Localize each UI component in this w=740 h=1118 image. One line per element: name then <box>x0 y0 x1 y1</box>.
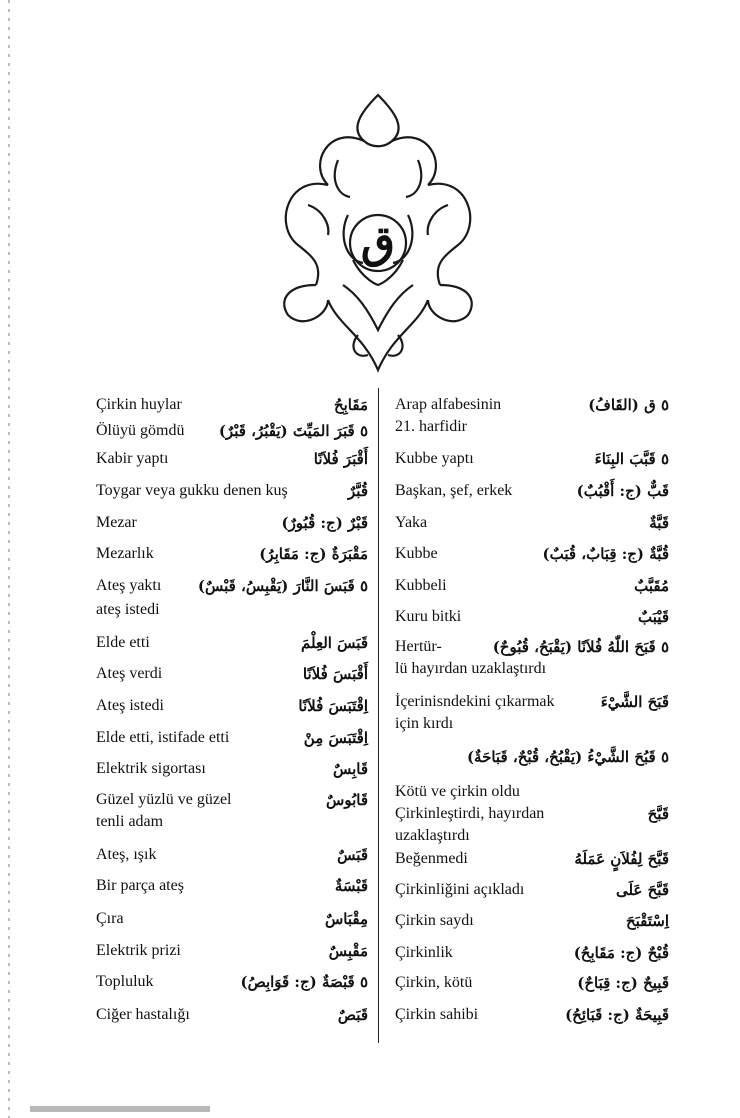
dictionary-entry <box>395 879 669 903</box>
turkish-meaning: Ölüyü gömdü <box>96 422 185 439</box>
turkish-meaning: ateş istedi <box>96 601 160 618</box>
arabic-headword: ٥ قَبَرَ المَيِّتَ (يَقْبُرُ، قَبْرٌ) <box>218 422 368 440</box>
turkish-meaning: Kuru bitki <box>395 608 462 625</box>
dictionary-entry <box>395 416 669 440</box>
arabic-headword: قَبَّحَ <box>647 805 669 823</box>
arabic-headword: مَقْبِسٌ <box>328 942 368 960</box>
dictionary-entry <box>96 940 368 964</box>
arabic-headword: اِقْتَبَسَ مِنْ <box>303 729 368 747</box>
dictionary-entry <box>395 543 669 567</box>
dictionary-entry <box>395 606 669 630</box>
turkish-meaning: Mezar <box>96 514 137 531</box>
arabic-headword: مَقَابِحُ <box>333 396 368 414</box>
turkish-meaning: Ateş, ışık <box>96 846 157 863</box>
arabic-headword: مُقَبَّبٌ <box>634 577 669 595</box>
turkish-meaning: 21. harfidir <box>395 418 467 435</box>
dictionary-entry <box>96 695 368 719</box>
turkish-meaning: Beğenmedi <box>395 850 468 867</box>
dictionary-entry <box>395 480 669 504</box>
arabic-headword: قَبْرٌ (ج: قُبُورٌ) <box>281 514 368 532</box>
page-bottom-edge <box>30 1106 210 1112</box>
arabic-headword: قَبَّحَ لِفُلاَنٍ عَمَلَهُ <box>574 850 669 868</box>
turkish-meaning: Çıra <box>96 910 124 927</box>
dictionary-entry <box>96 420 368 444</box>
arabic-headword: قَبَسٌ <box>337 846 368 864</box>
arabic-headword: قَيْبَبٌ <box>638 608 669 626</box>
arabic-headword: قَابُوسٌ <box>326 791 368 809</box>
dictionary-entry <box>96 811 368 835</box>
page-edge <box>8 0 10 1118</box>
turkish-meaning: Çirkinlik <box>395 944 453 961</box>
arabic-headword: قَبِيحٌ (ج: قِبَاحٌ) <box>577 974 669 992</box>
dictionary-entry <box>96 448 368 472</box>
turkish-meaning: Güzel yüzlü ve güzel <box>96 791 232 808</box>
dictionary-entry <box>395 636 669 660</box>
arabic-headword: قُبْحٌ (ج: مَقَابِحُ) <box>573 944 669 962</box>
dictionary-entry <box>395 1004 669 1028</box>
arabic-headword: قَبَّحَ عَلَى <box>615 881 669 899</box>
dictionary-entry <box>96 599 368 623</box>
arabic-headword: أَقْبَرَ فُلاَنًا <box>313 450 368 468</box>
arabic-headword: قَبَسَ العِلْمَ <box>301 634 368 652</box>
turkish-meaning: İçerinisndekini çıkarmak <box>395 693 555 710</box>
header-letter: ق <box>360 217 396 268</box>
arabic-headword: اِسْتَقْبَحَ <box>625 912 669 930</box>
turkish-meaning: Kubbe <box>395 545 438 562</box>
dictionary-entry <box>395 848 669 872</box>
turkish-meaning: Kabir yaptı <box>96 450 169 467</box>
dictionary-entry <box>96 632 368 656</box>
dictionary-entry <box>96 844 368 868</box>
turkish-meaning: lü hayırdan uzaklaştırdı <box>395 660 547 677</box>
turkish-meaning: Çirkin huylar <box>96 396 182 413</box>
dictionary-entry <box>96 727 368 751</box>
turkish-meaning: Ateş verdi <box>96 665 163 682</box>
dictionary-entry <box>96 663 368 687</box>
dictionary-entry <box>96 394 368 418</box>
arabic-headword: اِقْتَبَسَ فُلاَنًا <box>298 697 368 715</box>
dictionary-entry <box>96 575 368 599</box>
turkish-meaning: Çirkin saydı <box>395 912 474 929</box>
ornament-header <box>268 85 488 375</box>
turkish-meaning: Yaka <box>395 514 428 531</box>
arabic-headword: قُبَّرٌ <box>348 482 368 500</box>
turkish-meaning: Çirkin sahibi <box>395 1006 479 1023</box>
turkish-meaning: Ateş istedi <box>96 697 164 714</box>
arabic-headword: قُبَّةٌ (ج: قِبَابٌ، قُبَبٌ) <box>542 545 669 563</box>
dictionary-entry <box>96 758 368 782</box>
turkish-meaning: Kubbeli <box>395 577 447 594</box>
dictionary-entry <box>96 543 368 567</box>
dictionary-entry <box>395 512 669 536</box>
arabic-headword: قَبْسَةٌ <box>334 877 368 895</box>
arabic-headword: قَبَحَ الشَّيْءَ <box>600 693 669 711</box>
turkish-meaning: Elektrik prizi <box>96 942 181 959</box>
arabic-headword: قَبَّةٌ <box>649 514 669 532</box>
turkish-meaning: Kötü ve çirkin oldu <box>395 783 520 800</box>
dictionary-entry <box>395 910 669 934</box>
turkish-meaning: Ciğer hastalığı <box>96 1006 190 1023</box>
arabic-headword: أَقْبَسَ فُلاَنًا <box>302 665 368 683</box>
dictionary-entry <box>96 908 368 932</box>
arabic-headword: مَقْبَرَةٌ (ج: مَقَابِرُ) <box>259 545 368 563</box>
turkish-meaning: için kırdı <box>395 715 454 732</box>
dictionary-entry <box>96 1004 368 1028</box>
arabic-headword: قَبِيحَةٌ (ج: قَبَائِحُ) <box>565 1006 669 1024</box>
turkish-meaning: Elektrik sigortası <box>96 760 206 777</box>
arabic-headword: قَبَصٌ <box>337 1006 368 1024</box>
turkish-meaning: Arap alfabesinin <box>395 396 502 413</box>
arabic-headword: ٥ قَبْصَةٌ (ج: قَوَابِصُ) <box>240 973 368 991</box>
arabic-headword: قَبٌّ (ج: أَقْبُبٌ) <box>576 482 669 500</box>
dictionary-entry <box>395 448 669 472</box>
turkish-meaning: Bir parça ateş <box>96 877 184 894</box>
turkish-meaning: Çirkinleştirdi, hayırdan <box>395 805 545 822</box>
dictionary-entry <box>395 781 669 805</box>
turkish-meaning: Elde etti <box>96 634 150 651</box>
arabic-headword: مِقْبَاسٌ <box>324 910 368 928</box>
dictionary-entry <box>395 658 669 682</box>
dictionary-entry <box>96 789 368 813</box>
turkish-meaning: Ateş yaktı <box>96 577 162 594</box>
turkish-meaning: Başkan, şef, erkek <box>395 482 513 499</box>
dictionary-entry <box>395 803 669 827</box>
turkish-meaning: Kubbe yaptı <box>395 450 474 467</box>
dictionary-entry <box>395 691 669 715</box>
arabic-headword: ٥ قَبَسَ النَّارَ (يَقْبِسُ، قَبْسٌ) <box>197 577 368 595</box>
dictionary-entry <box>96 875 368 899</box>
dictionary-entry <box>96 971 368 995</box>
dictionary-entry <box>395 394 669 418</box>
dictionary-entry <box>395 575 669 599</box>
column-divider <box>378 388 379 1043</box>
dictionary-entry <box>395 713 669 737</box>
turkish-meaning: tenli adam <box>96 813 164 830</box>
dictionary-entry <box>395 972 669 996</box>
dictionary-entry <box>395 746 669 770</box>
arabic-headword: ٥ ق (القَافُ) <box>588 396 669 414</box>
arabic-headword: ٥ قَبَّبَ البِنَاءَ <box>594 450 669 468</box>
dictionary-entry <box>96 480 368 504</box>
arabic-headword: ٥ قَبَحَ اللّٰهُ فُلاَنًا (يَقْبَحُ، قُبُوحٌ) <box>492 638 669 656</box>
turkish-meaning: Çirkinliğini açıkladı <box>395 881 525 898</box>
turkish-meaning: Topluluk <box>96 973 154 990</box>
turkish-meaning: uzaklaştırdı <box>395 827 470 844</box>
turkish-meaning: Mezarlık <box>96 545 154 562</box>
arabic-headword: قَابِسٌ <box>332 760 368 778</box>
dictionary-entry <box>395 942 669 966</box>
dictionary-entry <box>395 825 669 849</box>
arabic-headword: ٥ قَبُحَ الشَّيْءُ (يَقْبُحُ، قُبْحٌ، قَبَاحَةٌ) <box>466 748 669 766</box>
turkish-meaning: Çirkin, kötü <box>395 974 473 991</box>
turkish-meaning: Hertür- <box>395 638 442 655</box>
dictionary-entry <box>96 512 368 536</box>
turkish-meaning: Toygar veya gukku denen kuş <box>96 482 288 499</box>
turkish-meaning: Elde etti, istifade etti <box>96 729 230 746</box>
